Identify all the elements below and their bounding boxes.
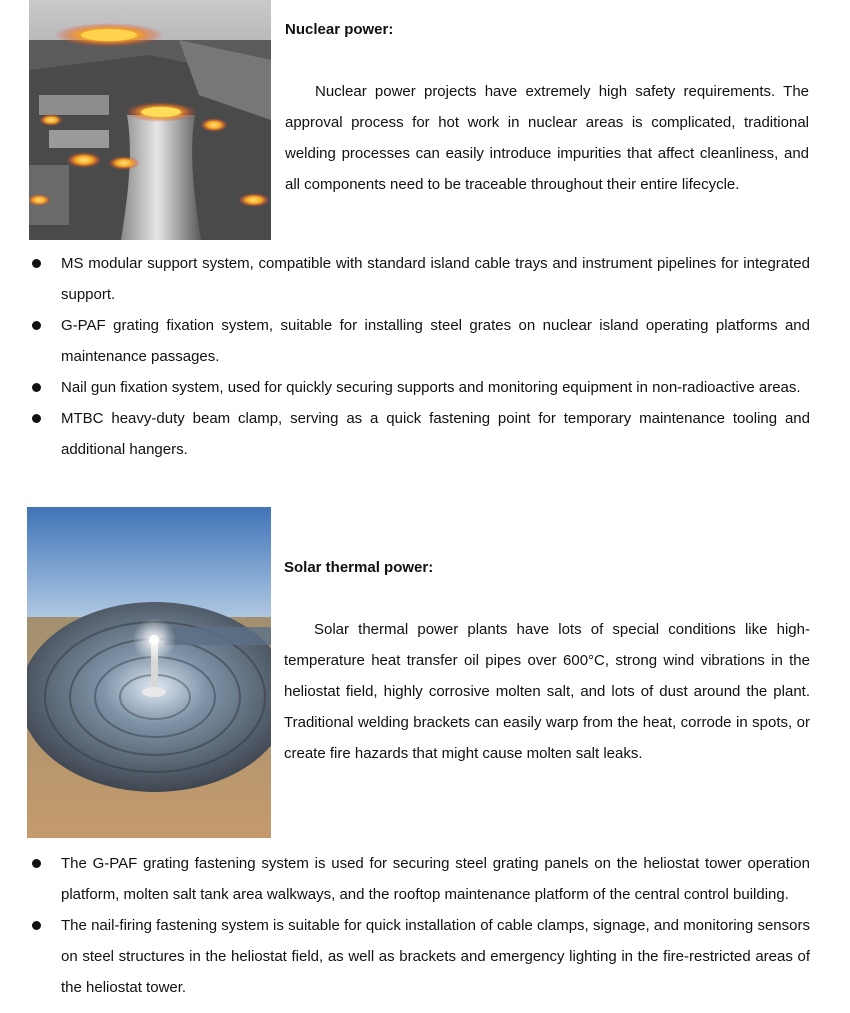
solar-plant-photo [27,507,271,838]
nuclear-bullet-list [0,248,850,465]
solar-paragraph: Solar thermal power plants have lots of special conditions like high-temperature heat transfer oil pipes over 600°C, strong wind vibrations in the heliostat field, highly corrosive molten salt, and lots of dust around the plant. Traditional welding brackets can easily warp from the heat, corrode in spots, or create fire hazards that might cause molten salt leaks. [284,621,810,762]
list-item: The nail-firing fastening system is suitable for quick installation of cable clamps, signage, and monitoring sensors on steel structures in the heliostat field, as well as brackets and emergency lighting in the fire-restricted areas of the heliostat tower. [0,910,850,1003]
nuclear-heading: Nuclear power: [285,21,394,38]
nuclear-paragraph: Nuclear power projects have extremely high safety requirements. The approval process for hot work in nuclear areas is complicated, traditional welding processes can easily introduce impurities that affect cleanliness, and all components need to be traceable throughout their entire lifecycle. [285,83,809,193]
list-item: MTBC heavy-duty beam clamp, serving as a quick fastening point for temporary maintenance tooling and additional hangers. [0,403,850,465]
solar-heading: Solar thermal power: [284,559,434,576]
solar-bullet-list [0,848,850,1003]
list-item: MS modular support system, compatible with standard island cable trays and instrument pipelines for integrated support. [0,248,850,310]
solar-text [284,552,810,769]
list-item: Nail gun fixation system, used for quickly securing supports and monitoring equipment in non-radioactive areas. [0,372,850,403]
nuclear-text [285,14,809,200]
list-item: The G-PAF grating fastening system is used for securing steel grating panels on the heliostat tower operation platform, molten salt tank area walkways, and the rooftop maintenance platform of the central control building. [0,848,850,910]
list-item: G-PAF grating fixation system, suitable for installing steel grates on nuclear island operating platforms and maintenance passages. [0,310,850,372]
nuclear-plant-photo [29,0,271,240]
